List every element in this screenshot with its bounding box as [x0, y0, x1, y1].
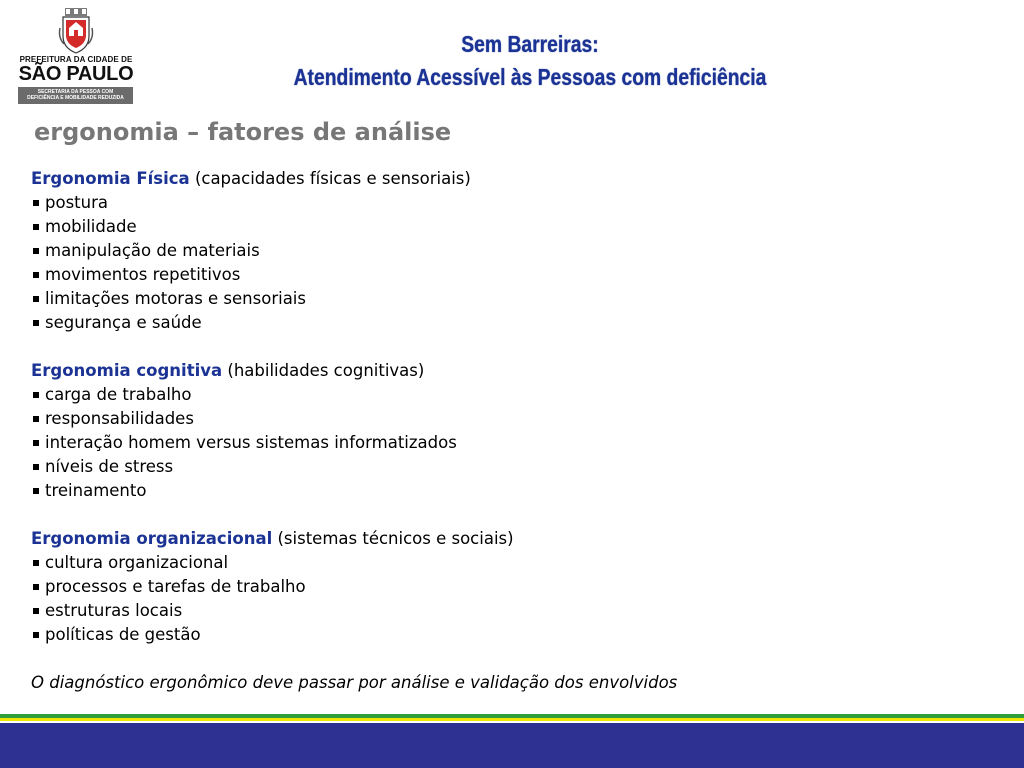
section-heading — [31, 167, 991, 191]
list-item-text: carga de trabalho — [45, 385, 192, 404]
list-item-text: cultura organizacional — [45, 553, 229, 572]
header-title-line-1: Sem Barreiras: — [461, 31, 599, 57]
header-title-line-2: Atendimento Acessível às Pessoas com deficiência — [293, 64, 767, 90]
square-bullet-icon — [33, 272, 39, 278]
square-bullet-icon — [33, 248, 39, 254]
square-bullet-icon — [33, 392, 39, 398]
square-bullet-icon — [33, 200, 39, 206]
list-item-text: segurança e saúde — [45, 313, 202, 332]
list-item-text: manipulação de materiais — [45, 241, 260, 260]
list-item — [31, 575, 991, 599]
list-item-text: mobilidade — [45, 217, 137, 236]
section-heading — [31, 527, 991, 551]
list-item — [31, 623, 991, 647]
list-item — [31, 263, 991, 287]
footer-bar — [0, 714, 1024, 768]
square-bullet-icon — [33, 440, 39, 446]
list-item — [31, 431, 991, 455]
square-bullet-icon — [33, 224, 39, 230]
square-bullet-icon — [33, 584, 39, 590]
section-title: Ergonomia Física — [31, 169, 190, 188]
section-ergonomia-fisica — [31, 167, 991, 335]
list-item — [31, 551, 991, 575]
list-item-text: postura — [45, 193, 108, 212]
list-item — [31, 287, 991, 311]
prefeitura-logo — [16, 8, 136, 106]
list-item — [31, 383, 991, 407]
square-bullet-icon — [33, 296, 39, 302]
list-item — [31, 215, 991, 239]
square-bullet-icon — [33, 608, 39, 614]
section-title: Ergonomia organizacional — [31, 529, 273, 548]
list-item-text: limitações motoras e sensoriais — [45, 289, 306, 308]
square-bullet-icon — [33, 632, 39, 638]
diagnostic-note: O diagnóstico ergonômico deve passar por análise e validação dos envolvidos — [31, 673, 678, 692]
slide-content — [31, 167, 991, 695]
list-item — [31, 455, 991, 479]
section-ergonomia-organizacional — [31, 527, 991, 647]
header-title — [278, 28, 782, 94]
list-item-text: movimentos repetitivos — [45, 265, 241, 284]
list-item-text: responsabilidades — [45, 409, 194, 428]
square-bullet-icon — [33, 320, 39, 326]
section-title: Ergonomia cognitiva — [31, 361, 223, 380]
list-item — [31, 311, 991, 335]
list-item-text: interação homem versus sistemas informatizados — [45, 433, 457, 452]
list-item-text: treinamento — [45, 481, 147, 500]
section-ergonomia-cognitiva — [31, 359, 991, 503]
logo-line-prefeitura: PREFEITURA DA CIDADE DE — [19, 55, 133, 64]
list-item — [31, 479, 991, 503]
section-heading — [31, 359, 991, 383]
list-item — [31, 191, 991, 215]
square-bullet-icon — [33, 560, 39, 566]
section-description: (sistemas técnicos e sociais) — [277, 529, 514, 548]
list-item — [31, 407, 991, 431]
square-bullet-icon — [33, 416, 39, 422]
list-item — [31, 599, 991, 623]
city-coat-of-arms-icon — [58, 8, 94, 54]
list-item-text: estruturas locais — [45, 601, 183, 620]
list-item-text: níveis de stress — [45, 457, 174, 476]
slide-subtitle: ergonomia – fatores de análise — [34, 118, 452, 146]
section-description: (capacidades físicas e sensoriais) — [194, 169, 471, 188]
list-item-text: processos e tarefas de trabalho — [45, 577, 306, 596]
logo-line-sao-paulo: SÃO PAULO — [18, 63, 134, 85]
logo-sub-line-2: DEFICIÊNCIA E MOBILIDADE REDUZIDA — [27, 95, 124, 101]
square-bullet-icon — [33, 488, 39, 494]
section-description: (habilidades cognitivas) — [227, 361, 425, 380]
logo-sub-line-1: SECRETARIA DA PESSOA COM — [37, 89, 114, 95]
footer-blue-band — [0, 723, 1024, 768]
list-item — [31, 239, 991, 263]
logo-secretaria-label — [18, 87, 133, 104]
list-item-text: políticas de gestão — [45, 625, 201, 644]
square-bullet-icon — [33, 464, 39, 470]
